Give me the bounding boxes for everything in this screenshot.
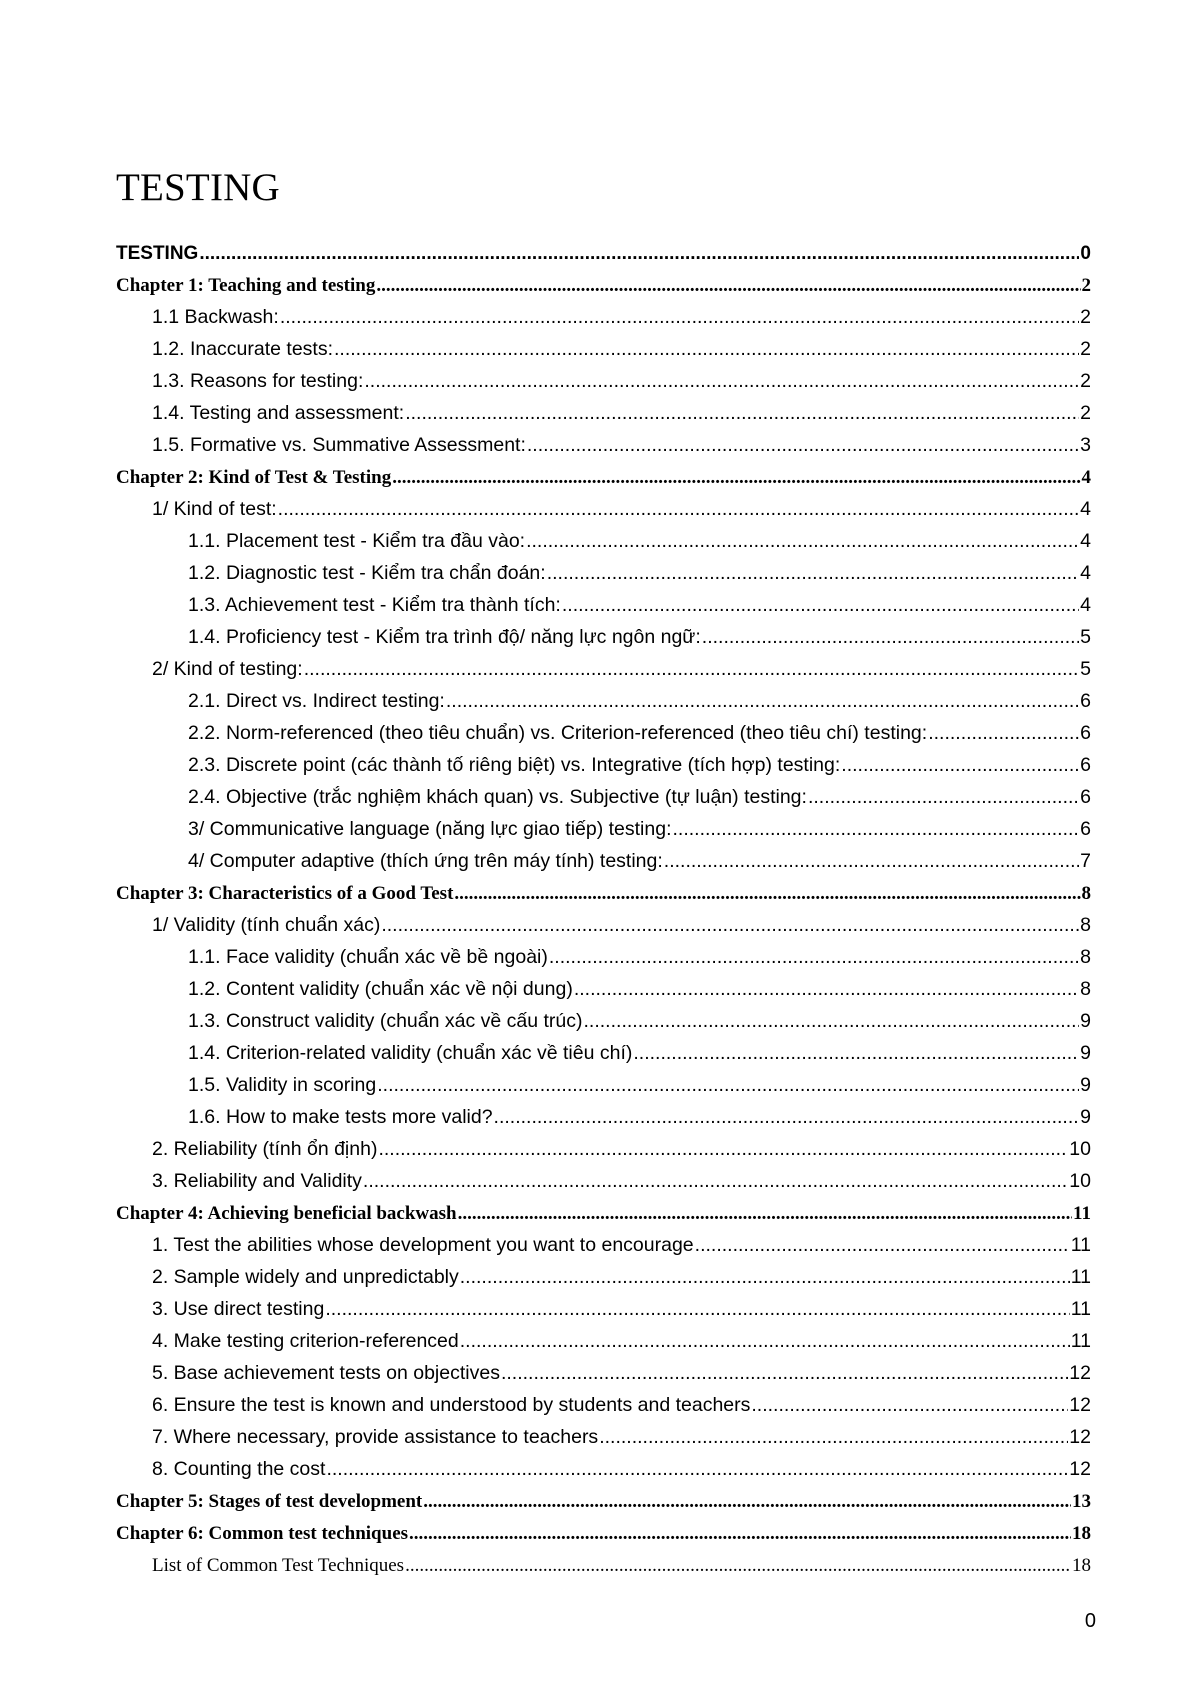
toc-entry[interactable]: [116, 1292, 1091, 1324]
toc-entry-page-number: 4: [1080, 530, 1091, 552]
toc-entry-title: Chapter 3: Characteristics of a Good Test: [116, 883, 454, 904]
toc-entry-page-number: 8: [1080, 914, 1091, 936]
toc-dot-leader: [547, 562, 1079, 585]
toc-entry-title: 2.3. Discrete point (các thành tố riêng biệt) vs. Integrative (tích hợp) testing:: [188, 754, 841, 776]
toc-entry-title: 1.1. Placement test - Kiểm tra đầu vào:: [188, 530, 526, 552]
toc-entry[interactable]: [116, 972, 1091, 1004]
toc-entry-page-number: 9: [1080, 1074, 1091, 1096]
toc-entry[interactable]: [116, 1164, 1091, 1196]
toc-entry-title: Chapter 4: Achieving beneficial backwash: [116, 1203, 457, 1224]
toc-entry[interactable]: [116, 1004, 1091, 1036]
toc-dot-leader: [702, 626, 1079, 649]
toc-dot-leader: [378, 1138, 1068, 1161]
toc-entry-page-number: 5: [1080, 626, 1091, 648]
toc-entry[interactable]: [116, 364, 1091, 396]
toc-entry-title: 1.2. Diagnostic test - Kiểm tra chẩn đoán:: [188, 562, 546, 584]
toc-entry[interactable]: [116, 396, 1091, 428]
toc-entry[interactable]: [116, 940, 1091, 972]
toc-dot-leader: [584, 1010, 1080, 1033]
toc-entry-title: 6. Ensure the test is known and understood by students and teachers: [152, 1394, 751, 1416]
toc-entry[interactable]: [116, 1228, 1091, 1260]
toc-entry-title: 1.2. Content validity (chuẩn xác về nội dung): [188, 978, 573, 1000]
toc-entry-page-number: 12: [1069, 1426, 1091, 1448]
toc-entry-page-number: 9: [1080, 1106, 1091, 1128]
toc-entry[interactable]: [116, 300, 1091, 332]
toc-entry-page-number: 7: [1080, 850, 1091, 872]
toc-entry-chapter[interactable]: [116, 1516, 1091, 1548]
toc-entry[interactable]: [116, 1452, 1091, 1484]
toc-entry-page-number: 6: [1080, 818, 1091, 840]
toc-entry-page-number: 5: [1080, 658, 1091, 680]
toc-entry-page-number: 6: [1080, 754, 1091, 776]
toc-entry-chapter[interactable]: [116, 236, 1091, 268]
toc-entry[interactable]: [116, 652, 1091, 684]
toc-dot-leader: [664, 850, 1079, 873]
toc-entry-title: 1.2. Inaccurate tests:: [152, 338, 334, 360]
toc-dot-leader: [304, 658, 1079, 681]
toc-entry-page-number: 9: [1080, 1042, 1091, 1064]
toc-dot-leader: [527, 434, 1079, 457]
toc-dot-leader: [562, 594, 1079, 617]
toc-dot-leader: [199, 243, 1079, 265]
toc-entry-title: 1.3. Achievement test - Kiểm tra thành tích:: [188, 594, 561, 616]
toc-entry[interactable]: [116, 492, 1091, 524]
toc-dot-leader: [392, 467, 1080, 489]
toc-entry-title: 1.3. Construct validity (chuẩn xác về cấu trúc): [188, 1010, 583, 1032]
toc-entry-page-number: 2: [1081, 275, 1091, 296]
toc-entry-title: 1/ Validity (tính chuẩn xác): [152, 914, 381, 936]
toc-entry-page-number: 10: [1069, 1170, 1091, 1192]
toc-entry[interactable]: [116, 1420, 1091, 1452]
toc-entry-title: List of Common Test Techniques: [152, 1555, 405, 1576]
toc-entry[interactable]: [116, 1068, 1091, 1100]
toc-entry-page-number: 2: [1080, 370, 1091, 392]
toc-entry[interactable]: [116, 524, 1091, 556]
toc-entry-page-number: 11: [1070, 1234, 1091, 1256]
toc-entry[interactable]: [116, 812, 1091, 844]
toc-dot-leader: [363, 1170, 1068, 1193]
toc-entry-page-number: 6: [1080, 690, 1091, 712]
toc-dot-leader: [326, 1458, 1068, 1481]
toc-entry-title: 7. Where necessary, provide assistance to teachers: [152, 1426, 599, 1448]
toc-entry[interactable]: [116, 428, 1091, 460]
toc-entry[interactable]: [116, 716, 1091, 748]
toc-entry[interactable]: [116, 1324, 1091, 1356]
toc-entry-page-number: 18: [1072, 1555, 1091, 1576]
toc-entry[interactable]: [116, 1260, 1091, 1292]
toc-entry-title: 2/ Kind of testing:: [152, 658, 303, 680]
toc-entry[interactable]: [116, 1132, 1091, 1164]
toc-entry-title: Chapter 6: Common test techniques: [116, 1523, 409, 1544]
toc-entry-title: 1.1 Backwash:: [152, 306, 279, 328]
table-of-contents: [116, 236, 1091, 1580]
toc-entry-chapter[interactable]: [116, 1196, 1091, 1228]
toc-dot-leader: [446, 690, 1079, 713]
toc-entry[interactable]: [116, 780, 1091, 812]
toc-dot-leader: [599, 1426, 1068, 1449]
toc-entry-page-number: 11: [1073, 1203, 1091, 1224]
toc-entry-title: 1.6. How to make tests more valid?: [188, 1106, 493, 1128]
toc-entry-page-number: 12: [1069, 1362, 1091, 1384]
toc-entry-page-number: 8: [1080, 978, 1091, 1000]
page-number: 0: [1084, 1610, 1096, 1632]
toc-entry-page-number: 11: [1070, 1266, 1091, 1288]
toc-entry-title: 2.2. Norm-referenced (theo tiêu chuẩn) vs. Criterion-referenced (theo tiêu chí) testing:: [188, 722, 928, 744]
toc-entry-title: 1/ Kind of test:: [152, 498, 277, 520]
toc-entry-title: 1.5. Validity in scoring: [188, 1074, 377, 1096]
document-title: TESTING: [116, 166, 280, 209]
toc-entry-title: 1.4. Criterion-related validity (chuẩn xác về tiêu chí): [188, 1042, 633, 1064]
toc-dot-leader: [549, 946, 1079, 969]
toc-dot-leader: [526, 530, 1079, 553]
toc-entry-page-number: 11: [1070, 1330, 1091, 1352]
toc-dot-leader: [460, 1330, 1070, 1353]
toc-entry-page-number: 0: [1080, 243, 1091, 264]
toc-dot-leader: [364, 370, 1079, 393]
toc-entry-page-number: 8: [1081, 883, 1091, 904]
toc-entry-page-number: 4: [1080, 562, 1091, 584]
toc-entry-title: 1.4. Testing and assessment:: [152, 402, 405, 424]
toc-entry-page-number: 10: [1069, 1138, 1091, 1160]
toc-dot-leader: [423, 1491, 1071, 1513]
toc-entry-page-number: 18: [1072, 1523, 1091, 1544]
toc-entry-page-number: 8: [1080, 946, 1091, 968]
toc-entry[interactable]: [116, 620, 1091, 652]
toc-entry-title: 3. Reliability and Validity: [152, 1170, 362, 1192]
toc-entry[interactable]: [116, 332, 1091, 364]
toc-entry-title: Chapter 1: Teaching and testing: [116, 275, 376, 296]
toc-entry-title: 1.5. Formative vs. Summative Assessment:: [152, 434, 526, 456]
toc-entry-page-number: 2: [1080, 402, 1091, 424]
toc-dot-leader: [633, 1042, 1079, 1065]
toc-dot-leader: [381, 914, 1079, 937]
toc-entry-title: 5. Base achievement tests on objectives: [152, 1362, 500, 1384]
toc-dot-leader: [673, 818, 1080, 841]
toc-entry-title: 8. Counting the cost: [152, 1458, 326, 1480]
toc-dot-leader: [405, 1555, 1071, 1577]
toc-dot-leader: [460, 1266, 1070, 1289]
toc-dot-leader: [409, 1523, 1071, 1545]
toc-entry-chapter[interactable]: [116, 1484, 1091, 1516]
toc-entry-title: 1.4. Proficiency test - Kiểm tra trình độ/ năng lực ngôn ngữ:: [188, 626, 701, 648]
toc-entry-page-number: 6: [1080, 786, 1091, 808]
toc-entry-title: Chapter 2: Kind of Test & Testing: [116, 467, 392, 488]
toc-entry-title: 2. Sample widely and unpredictably: [152, 1266, 459, 1288]
toc-entry-title: TESTING: [116, 243, 199, 264]
toc-entry-page-number: 13: [1072, 1491, 1091, 1512]
toc-entry-page-number: 3: [1080, 434, 1091, 456]
toc-entry-chapter[interactable]: [116, 268, 1091, 300]
toc-entry[interactable]: [116, 684, 1091, 716]
toc-entry-page-number: 6: [1080, 722, 1091, 744]
toc-dot-leader: [928, 722, 1079, 745]
toc-dot-leader: [808, 786, 1079, 809]
toc-entry-title: 2.4. Objective (trắc nghiệm khách quan) vs. Subjective (tự luận) testing:: [188, 786, 807, 808]
toc-entry[interactable]: [116, 1548, 1091, 1580]
toc-entry-title: 2. Reliability (tính ổn định): [152, 1138, 378, 1160]
toc-dot-leader: [695, 1234, 1070, 1257]
toc-dot-leader: [280, 306, 1079, 329]
toc-entry-title: 1.3. Reasons for testing:: [152, 370, 364, 392]
toc-entry-title: 4. Make testing criterion-referenced: [152, 1330, 459, 1352]
toc-entry-page-number: 4: [1081, 467, 1091, 488]
toc-entry-page-number: 9: [1080, 1010, 1091, 1032]
toc-dot-leader: [458, 1203, 1072, 1225]
toc-entry[interactable]: [116, 588, 1091, 620]
toc-entry-page-number: 11: [1070, 1298, 1091, 1320]
toc-dot-leader: [501, 1362, 1068, 1385]
toc-entry[interactable]: [116, 1100, 1091, 1132]
toc-entry-page-number: 4: [1080, 594, 1091, 616]
toc-entry-title: 2.1. Direct vs. Indirect testing:: [188, 690, 445, 712]
toc-entry-page-number: 4: [1080, 498, 1091, 520]
toc-dot-leader: [376, 275, 1080, 297]
toc-entry[interactable]: [116, 908, 1091, 940]
toc-entry[interactable]: [116, 1356, 1091, 1388]
toc-entry-title: 1.1. Face validity (chuẩn xác về bề ngoài): [188, 946, 548, 968]
toc-dot-leader: [841, 754, 1079, 777]
toc-entry-title: 3/ Communicative language (năng lực giao tiếp) testing:: [188, 818, 672, 840]
toc-entry-title: Chapter 5: Stages of test development: [116, 1491, 423, 1512]
toc-entry[interactable]: [116, 1036, 1091, 1068]
toc-entry-page-number: 12: [1069, 1458, 1091, 1480]
toc-entry-title: 1. Test the abilities whose development you want to encourage: [152, 1234, 694, 1256]
toc-entry-page-number: 2: [1080, 306, 1091, 328]
toc-dot-leader: [325, 1298, 1069, 1321]
toc-dot-leader: [377, 1074, 1079, 1097]
toc-entry[interactable]: [116, 748, 1091, 780]
toc-entry-chapter[interactable]: [116, 876, 1091, 908]
toc-entry-title: 4/ Computer adaptive (thích ứng trên máy tính) testing:: [188, 850, 663, 872]
toc-entry[interactable]: [116, 1388, 1091, 1420]
toc-dot-leader: [494, 1106, 1080, 1129]
toc-entry[interactable]: [116, 844, 1091, 876]
toc-dot-leader: [278, 498, 1079, 521]
toc-entry-page-number: 12: [1069, 1394, 1091, 1416]
toc-entry-page-number: 2: [1080, 338, 1091, 360]
toc-dot-leader: [405, 402, 1079, 425]
toc-dot-leader: [751, 1394, 1068, 1417]
toc-entry-chapter[interactable]: [116, 460, 1091, 492]
toc-entry-title: 3. Use direct testing: [152, 1298, 325, 1320]
toc-dot-leader: [454, 883, 1080, 905]
toc-dot-leader: [334, 338, 1079, 361]
toc-dot-leader: [574, 978, 1079, 1001]
toc-entry[interactable]: [116, 556, 1091, 588]
